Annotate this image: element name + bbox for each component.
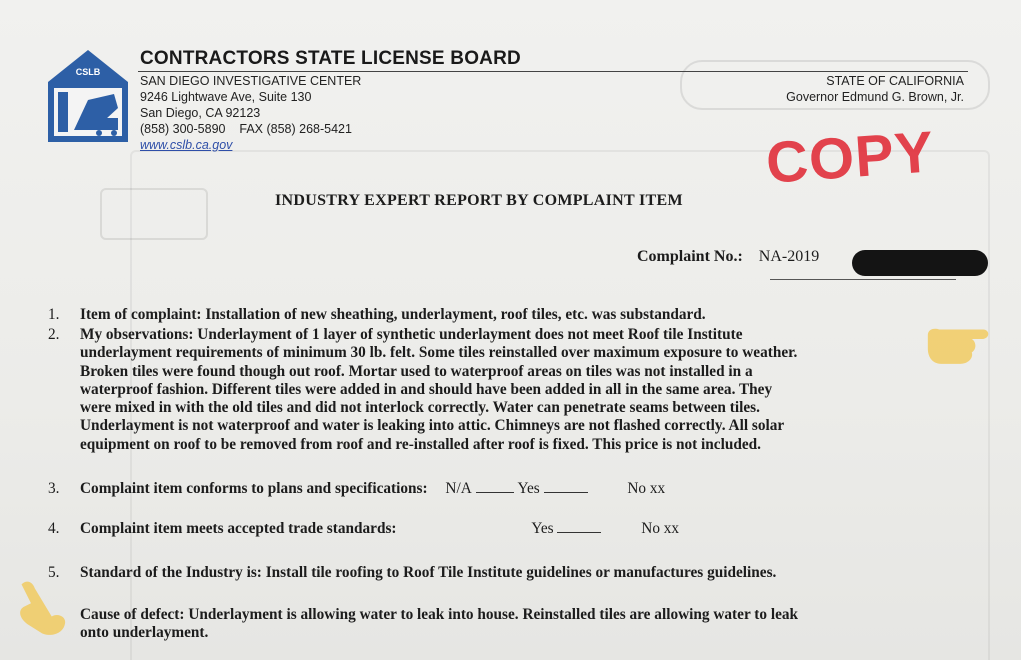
state-name: STATE OF CALIFORNIA	[826, 74, 964, 88]
item-text: Standard of the Industry is: Install tile roofing to Roof Tile Institute guidelines or manufactures guidelines.	[80, 564, 777, 581]
observation-line: My observations: Underlayment of 1 layer of synthetic underlayment does not meet Roof tile Institute	[80, 326, 743, 343]
governor-name: Governor Edmund G. Brown, Jr.	[786, 90, 964, 104]
item-number: 4.	[48, 520, 60, 537]
item-question: Complaint item conforms to plans and specifications:	[80, 480, 428, 497]
item-number: 3.	[48, 480, 60, 497]
item-number: 2.	[48, 326, 60, 343]
observation-line: equipment on roof to be removed from roof and re-installed after roof is fixed. This price is not included.	[80, 435, 761, 453]
organization-name: CONTRACTORS STATE LICENSE BOARD	[140, 48, 521, 69]
item-text	[80, 326, 970, 454]
observation-line: waterproof fashion. Different tiles were added in and should have been added in all in the same area. They	[80, 380, 773, 398]
observation-line: were mixed in with the old tiles and did not interlock correctly. Water can penetrate seams between tiles.	[80, 399, 760, 417]
complaint-underline	[770, 279, 956, 280]
observation-line: Broken tiles were found though out roof. Mortar used to waterproof areas on tiles was not installed in a	[80, 362, 753, 380]
no-option: No xx	[641, 520, 680, 537]
yes-blank	[557, 521, 601, 533]
state-block	[786, 73, 964, 105]
cause-line: Cause of defect: Underlayment is allowing water to leak into house. Reinstalled tiles are allowing water to leak	[80, 606, 799, 623]
phone-number: (858) 300-5890	[140, 122, 226, 136]
item-number: 5.	[48, 564, 60, 581]
report-title: INDUSTRY EXPERT REPORT BY COMPLAINT ITEM	[275, 192, 683, 209]
address-line-1: 9246 Lightwave Ave, Suite 130	[140, 90, 312, 104]
item-text	[80, 520, 970, 538]
yes-option: Yes	[531, 520, 554, 537]
item-number: 1.	[48, 306, 60, 323]
complaint-value: NA-2019	[758, 248, 820, 265]
item-question: Complaint item meets accepted trade standards:	[80, 520, 397, 537]
item-text: Item of complaint: Installation of new sheathing, underlayment, roof tiles, etc. was substandard.	[80, 306, 706, 323]
contact-line	[140, 121, 361, 137]
pointing-hand-icon	[14, 575, 80, 641]
item-text	[80, 480, 970, 498]
pointing-hand-icon	[924, 306, 1010, 372]
copy-stamp: COPY	[763, 119, 937, 196]
investigative-center: SAN DIEGO INVESTIGATIVE CENTER	[140, 74, 362, 88]
cause-line: onto underlayment.	[80, 624, 209, 642]
complaint-label: Complaint No.:	[637, 248, 743, 265]
na-option: N/A	[445, 480, 472, 497]
observation-line: Underlayment is not waterproof and water is leaking into attic. Chimneys are not flashed correctly. All solar	[80, 417, 785, 435]
logo-text: CSLB	[75, 67, 101, 77]
complaint-number	[637, 248, 819, 266]
cslb-logo-icon	[44, 48, 132, 144]
fax-number: FAX (858) 268-5421	[239, 122, 352, 136]
no-option: No xx	[627, 480, 666, 497]
na-blank	[476, 481, 514, 493]
website-link[interactable]: www.cslb.ca.gov	[140, 138, 233, 152]
address-line-2: San Diego, CA 92123	[140, 106, 261, 120]
office-address	[140, 73, 361, 153]
header-rule	[138, 71, 968, 72]
yes-option: Yes	[517, 480, 540, 497]
item-text	[80, 606, 970, 643]
yes-blank	[544, 481, 588, 493]
redaction-bar	[852, 250, 988, 276]
observation-line: underlayment requirements of minimum 30 lb. felt. Some tiles reinstalled over maximum exposure to weather.	[80, 344, 798, 362]
